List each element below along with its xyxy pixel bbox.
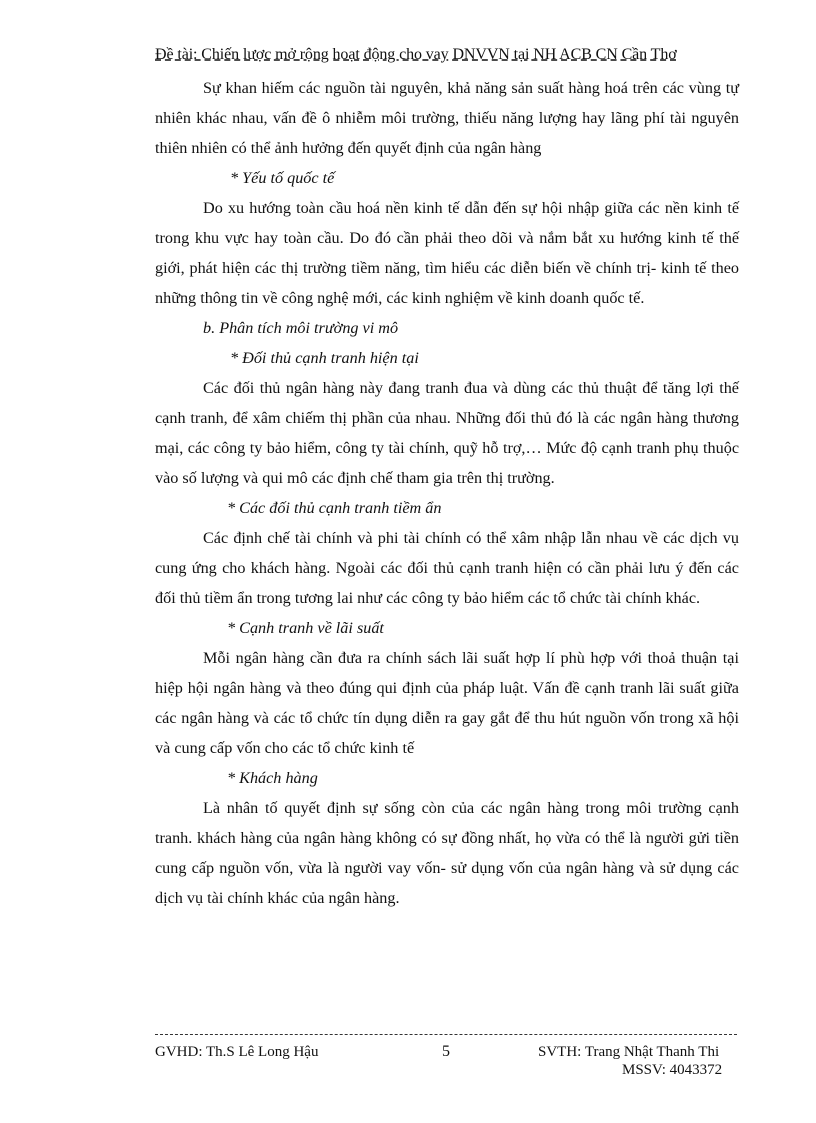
document-body xyxy=(155,73,739,913)
paragraph-globalization: Do xu hướng toàn cầu hoá nền kinh tế dẫn đến sự hội nhập giữa các nền kinh tế trong khu vực hay toàn cầu. Do đó cần phải theo dõi và nắm bắt xu hướng kinh tế thế giới, phát hiện các thị trường tiềm năng, tìm hiểu các diễn biến về chính trị- kinh tế theo những thông tin về công nghệ mới, các kinh nghiệm về kinh doanh quốc tế. xyxy=(155,199,739,307)
heading-customers: * Khách hàng xyxy=(227,769,318,787)
heading-international-factor: * Yếu tố quốc tế xyxy=(230,169,335,187)
paragraph-interest-rate: Mỗi ngân hàng cần đưa ra chính sách lãi suất hợp lí phù hợp với thoả thuận tại hiệp hội ngân hàng và theo đúng qui định của pháp luật. Vấn đề cạnh tranh lãi suất giữa các ngân hàng và các tổ chức tín dụng diễn ra gay gắt để thu hút nguồn vốn trong xã hội và cung cấp vốn cho các tổ chức kinh tế xyxy=(155,649,739,757)
page-number: 5 xyxy=(442,1043,450,1060)
footer-divider xyxy=(155,1034,737,1035)
heading-micro-environment: b. Phân tích môi trường vi mô xyxy=(203,319,399,337)
heading-current-competitors: * Đối thủ cạnh tranh hiện tại xyxy=(230,349,419,367)
footer-student-id: MSSV: 4043372 xyxy=(622,1062,723,1078)
footer-supervisor: GVHD: Th.S Lê Long Hậu xyxy=(155,1044,319,1060)
heading-interest-rate-competition: * Cạnh tranh về lãi suất xyxy=(227,619,384,637)
paragraph-potential-competitors: Các định chế tài chính và phi tài chính có thể xâm nhập lẫn nhau về các dịch vụ cung ứng cho khách hàng. Ngoài các đối thủ cạnh tranh hiện có cần phải lưu ý đến các đối thủ tiềm ẩn trong tương lai như các công ty bảo hiểm các tổ chức tài chính khác. xyxy=(155,529,739,607)
heading-potential-competitors: * Các đối thủ cạnh tranh tiềm ẩn xyxy=(227,499,442,517)
page-header-title: Đề tài: Chiến lược mở rộng hoạt động cho vay DNVVN tại NH ACB CN Cần Thơ xyxy=(155,46,677,63)
paragraph-current-competitors: Các đối thủ ngân hàng này đang tranh đua và dùng các thủ thuật để tăng lợi thế cạnh tranh, để xâm chiếm thị phần của nhau. Những đối thủ đó là các ngân hàng thương mại, các công ty bảo hiểm, công ty tài chính, quỹ hỗ trợ,… Mức độ cạnh tranh phụ thuộc vào số lượng và qui mô các định chế tham gia trên thị trường. xyxy=(155,379,739,487)
paragraph-natural-resources: Sự khan hiếm các nguồn tài nguyên, khả năng sản suất hàng hoá trên các vùng tự nhiên khác nhau, vấn đề ô nhiễm môi trường, thiếu năng lượng hay lãng phí tài nguyên thiên nhiên có thể ảnh hưởng đến quyết định của ngân hàng xyxy=(155,79,739,157)
paragraph-customers: Là nhân tố quyết định sự sống còn của các ngân hàng trong môi trường cạnh tranh. khách hàng của ngân hàng không có sự đồng nhất, họ vừa có thể là người gửi tiền cung cấp nguồn vốn, vừa là người vay vốn- sử dụng vốn của ngân hàng và sử dụng các dịch vụ tài chính khác của ngân hàng. xyxy=(155,799,739,907)
footer-student: SVTH: Trang Nhật Thanh Thi xyxy=(538,1044,720,1060)
